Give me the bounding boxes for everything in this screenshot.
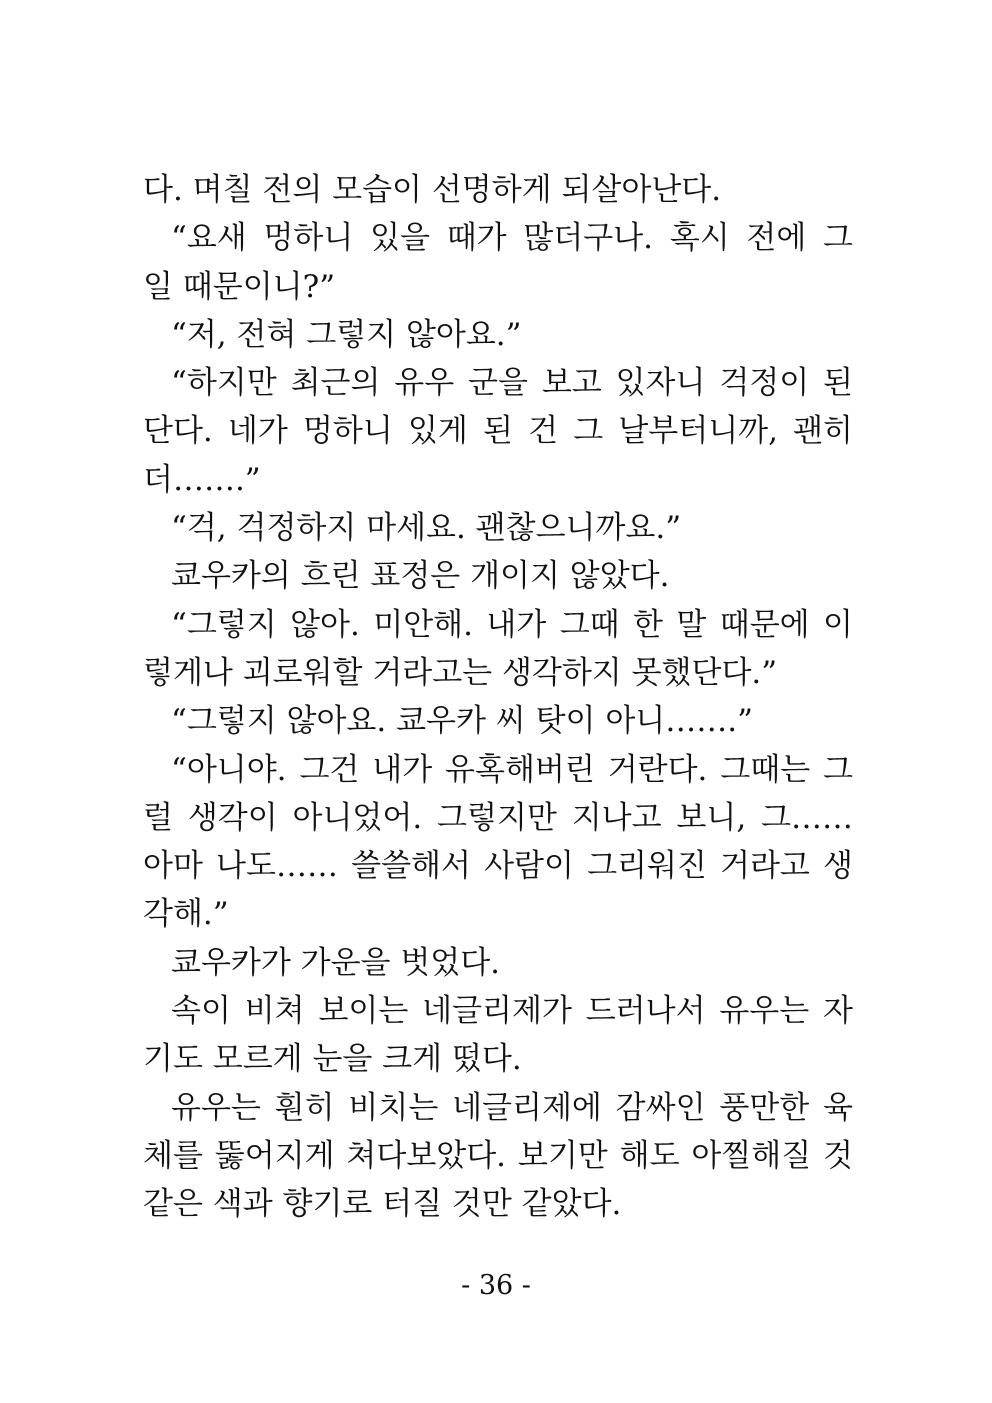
body-text [143,166,853,1229]
text-line-21: 체를 뚫어지게 쳐다보았다. 보기만 해도 아찔해질 것 [143,1137,853,1174]
text-line-16: 각해.” [143,896,229,933]
text-line-8: “걱, 걱정하지 마세요. 괜찮으니까요.” [171,510,682,547]
text-line-9: 쿄우카의 흐린 표정은 개이지 않았다. [171,558,670,595]
text-line-18: 속이 비쳐 보이는 네글리제가 드러나서 유우는 자 [171,993,853,1030]
text-line-11: 렇게나 괴로워할 거라고는 생각하지 못했단다.” [143,654,778,691]
text-line-10: “그렇지 않아. 미안해. 내가 그때 한 말 때문에 이 [171,606,853,643]
text-line-13: “아니야. 그건 내가 유혹해버린 거란다. 그때는 그 [171,751,853,788]
text-line-3: 일 때문이니?” [143,268,336,305]
text-line-5: “하지만 최근의 유우 군을 보고 있자니 걱정이 된 [171,365,853,402]
text-line-7: 더…….” [143,461,261,498]
page-number: - 36 - [461,1270,531,1301]
text-line-14: 럴 생각이 아니었어. 그렇지만 지나고 보니, 그…… [143,799,853,836]
text-line-20: 유우는 훤히 비치는 네글리제에 감싸인 풍만한 육 [171,1089,853,1126]
text-line-1: 다. 며칠 전의 모습이 선명하게 되살아난다. [143,172,722,208]
text-line-22: 같은 색과 향기로 터질 것만 같았다. [143,1186,622,1223]
text-line-2: “요새 멍하니 있을 때가 많더구나. 혹시 전에 그 [171,220,853,257]
text-line-6: 단다. 네가 멍하니 있게 된 건 그 날부터니까, 괜히 [143,413,853,450]
text-line-12: “그렇지 않아요. 쿄우카 씨 탓이 아니…….” [171,703,753,740]
text-line-15: 아마 나도…… 쓸쓸해서 사람이 그리워진 거라고 생 [143,848,853,885]
text-line-19: 기도 모르게 눈을 크게 떴다. [143,1041,522,1078]
text-line-4: “저, 전혀 그렇지 않아요.” [171,316,522,353]
text-line-17: 쿄우카가 가운을 벗었다. [171,944,501,981]
